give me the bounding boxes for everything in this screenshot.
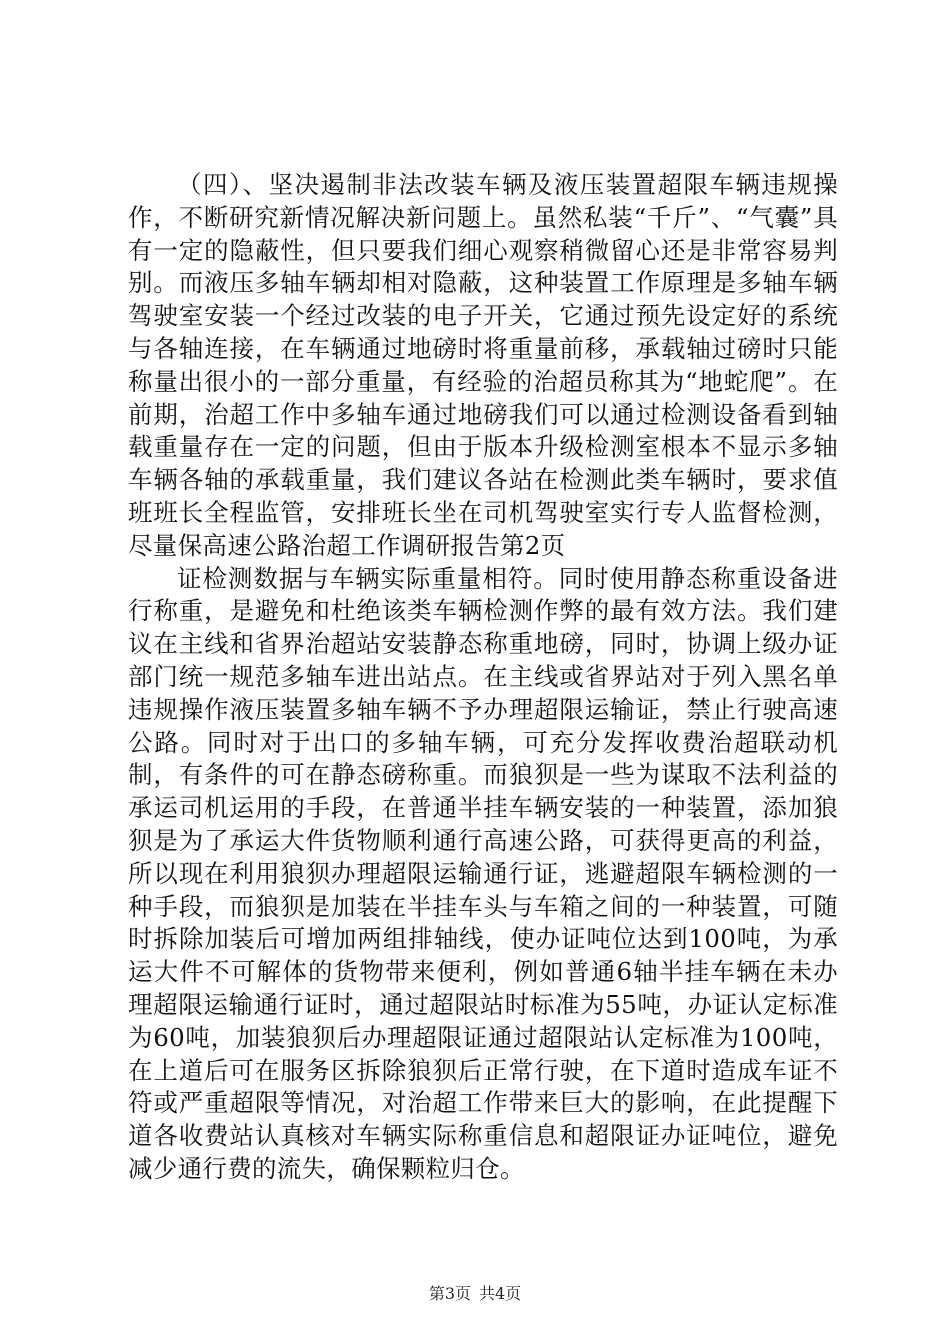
page-number: 第3页 [428, 1284, 471, 1303]
document-body [128, 169, 838, 1186]
paragraph-2: 证检测数据与车辆实际重量相符。同时使用静态称重设备进行称重，是避免和杜绝该类车辆检测作弊的最有效方法。我们建议在主线和省界治超站安装静态称重地磅，同时，协调上级办证部门统一规范多轴车进出站点。在主线或省界站对于列入黑名单违规操作液压装置多轴车辆不予办理超限运输证，禁止行驶高速公路。同时对于出口的多轴车辆，可充分发挥收费治超联动机制，有条件的可在静态磅称重。而狼狈是一些为谋取不法利益的承运司机运用的手段，在普通半挂车辆安装的一种装置，添加狼狈是为了承运大件货物顺利通行高速公路，可获得更高的利益，所以现在利用狼狈办理超限运输通行证，逃避超限车辆检测的一种手段，而狼狈是加装在半挂车头与车箱之间的一种装置，可随时拆除加装后可增加两组排轴线，使办证吨位达到100吨，为承运大件不可解体的货物带来便利，例如普通6轴半挂车辆在未办理超限运输通行证时，通过超限站时标准为55吨，办证认定标准为60吨，加装狼狈后办理超限证通过超限站认定标准为100吨，在上道后可在服务区拆除狼狈后正常行驶，在下道时造成车证不符或严重超限等情况，对治超工作带来巨大的影响，在此提醒下道各收费站认真核对车辆实际称重信息和超限证办证吨位，避免减少通行费的流失，确保颗粒归仓。 [128, 563, 838, 1183]
paragraph-1: （四）、坚决遏制非法改装车辆及液压装置超限车辆违规操作，不断研究新情况解决新问题上。虽然私装“千斤”、“气囊”具有一定的隐蔽性，但只要我们细心观察稍微留心还是非常容易判别。而液压多轴车辆却相对隐蔽，这种装置工作原理是多轴车辆驾驶室安装一个经过改装的电子开关，它通过预先设定好的系统与各轴连接，在车辆通过地磅时将重量前移，承载轴过磅时只能称量出很小的一部分重量，有经验的治超员称其为“地蛇爬”。在前期，治超工作中多轴车通过地磅我们可以通过检测设备看到轴载重量存在一定的问题，但由于版本升级检测室根本不显示多轴车辆各轴的承载重量，我们建议各站在检测此类车辆时，要求值班班长全程监管，安排班长坐在司机驾驶室实行专人监督检测，尽量保高速公路治超工作调研报告第2页 [128, 170, 838, 560]
page-footer [0, 1284, 950, 1304]
page-total: 共4页 [479, 1284, 522, 1303]
